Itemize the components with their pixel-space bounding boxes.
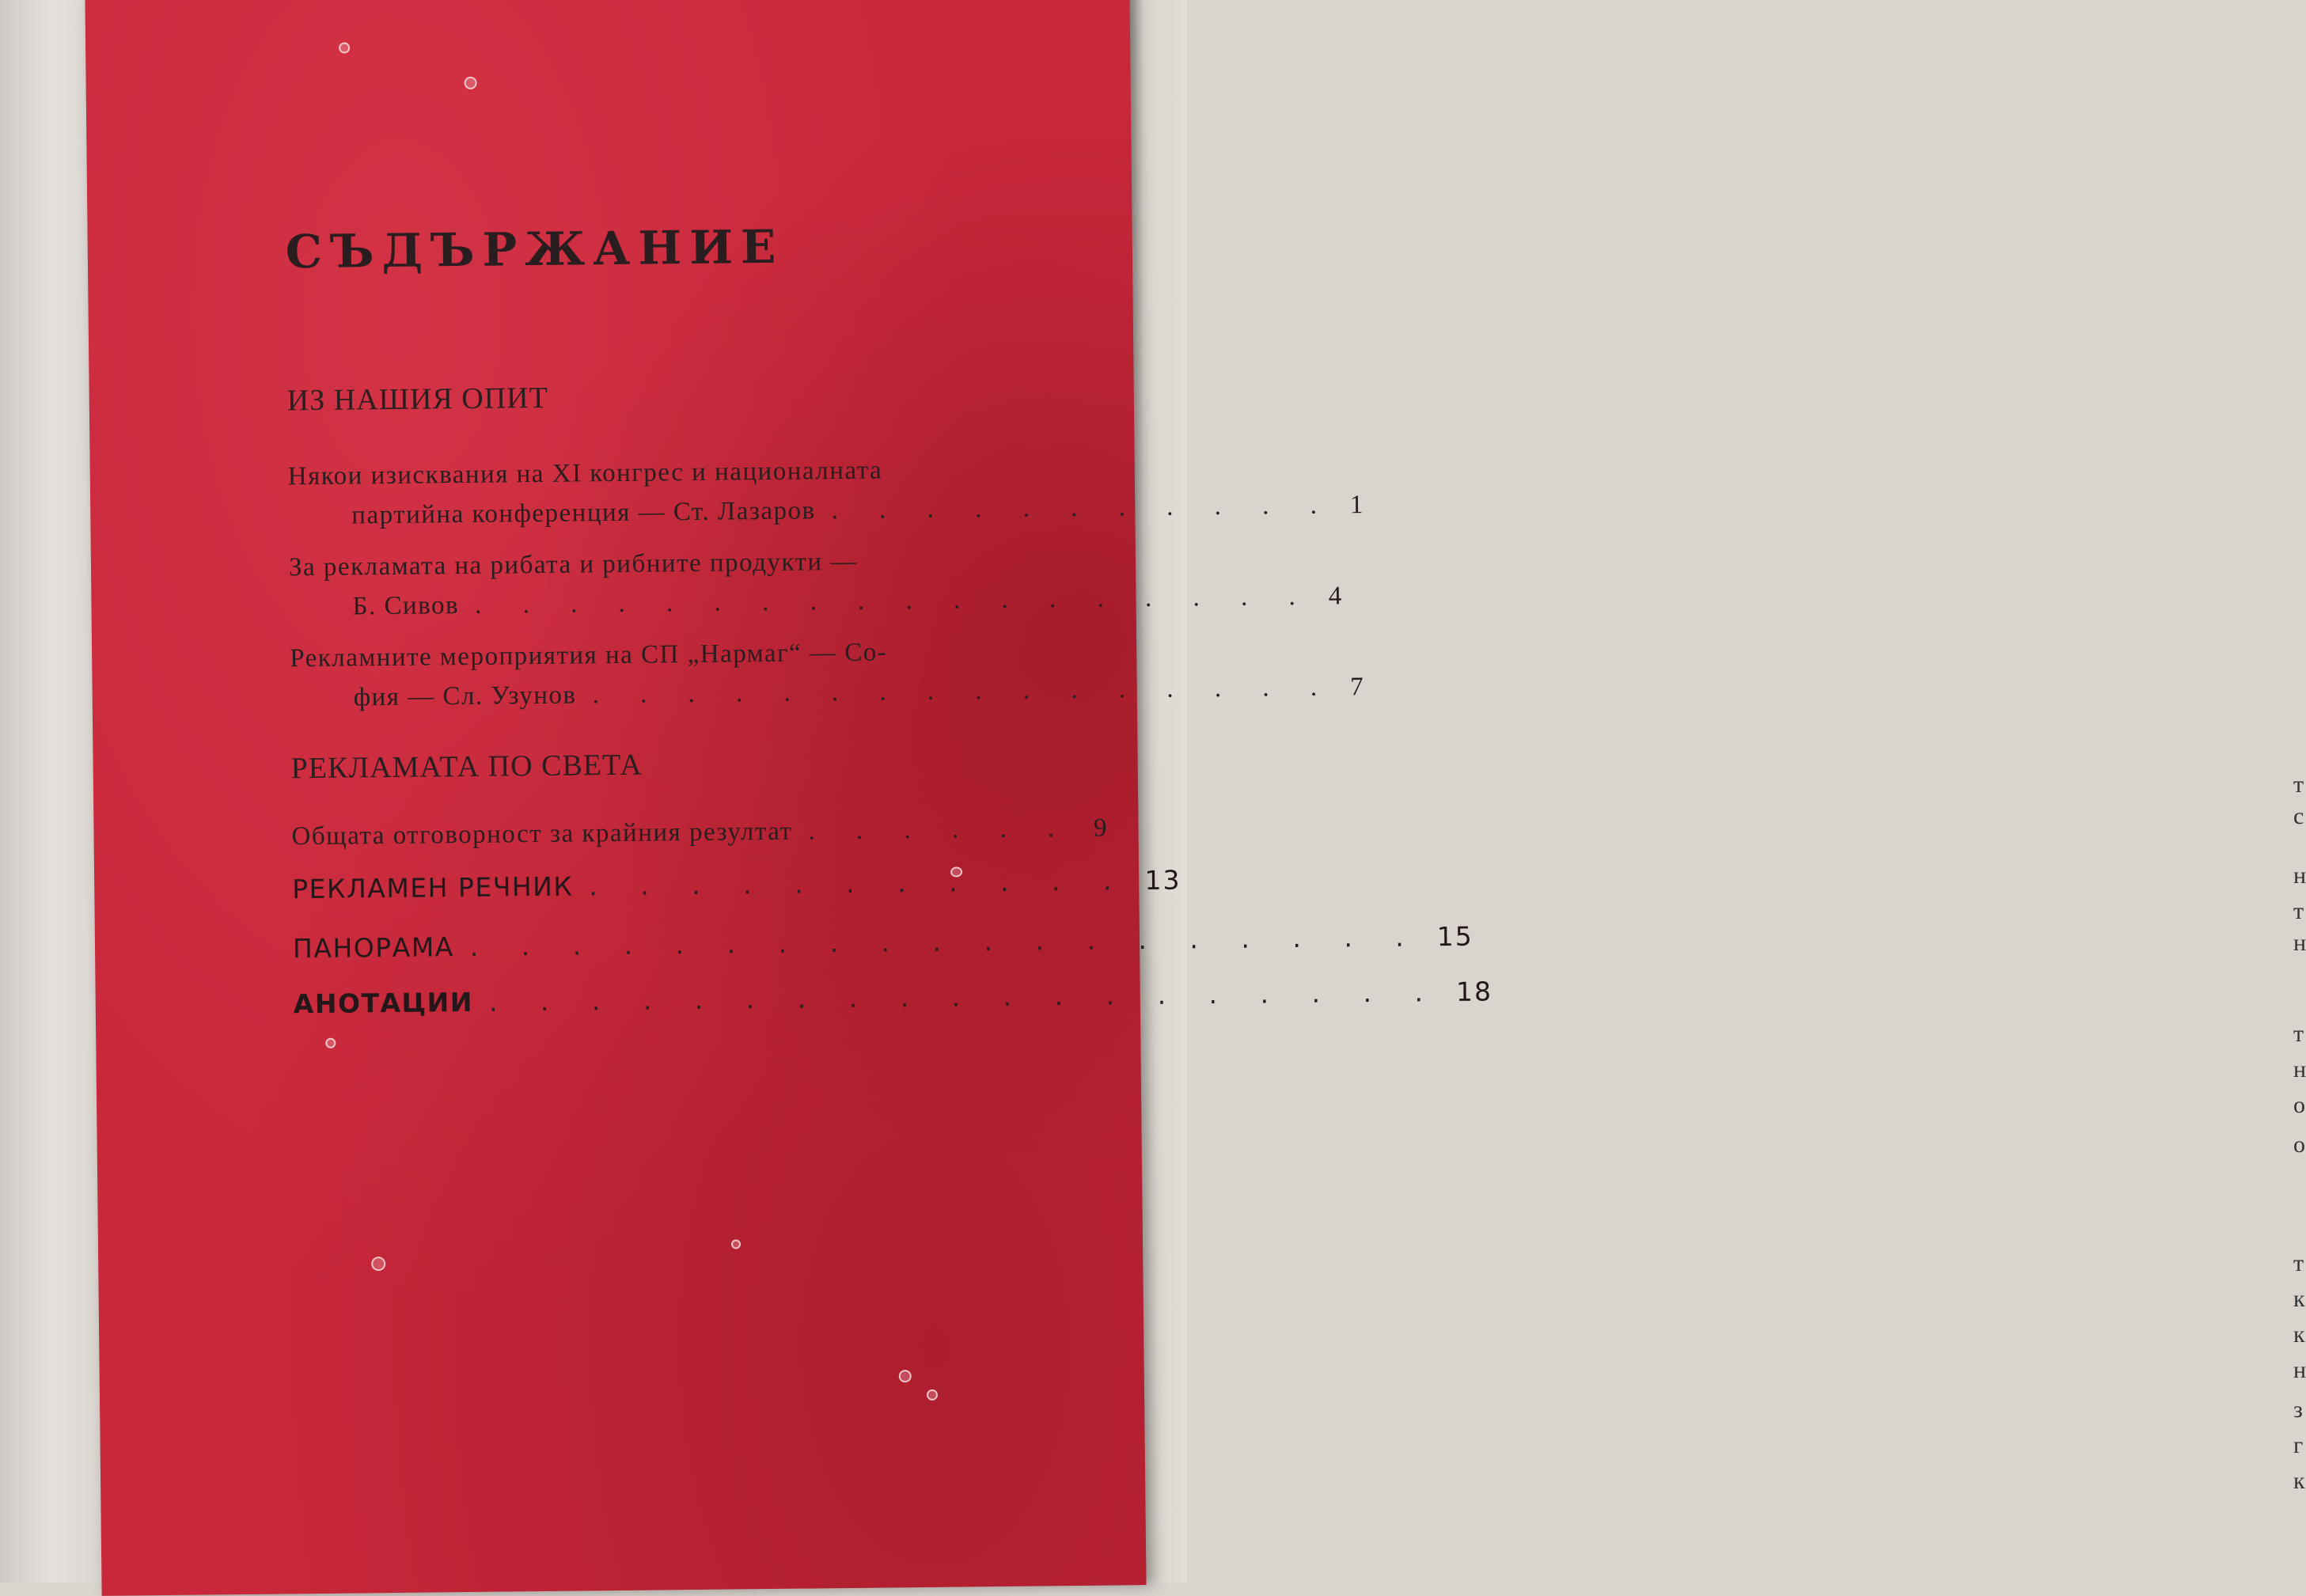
toc-entry-text: партийна конференция — Ст. Лазаров	[351, 496, 816, 530]
adjacent-letter: г	[2293, 1432, 2304, 1458]
page-number: 1	[1349, 491, 1363, 520]
page-number: 7	[1349, 673, 1363, 702]
dust-speck	[465, 77, 477, 89]
page-number: 13	[1144, 864, 1181, 897]
toc-entry-text: Общата отговорност за крайния резултат	[291, 817, 793, 851]
toc-entry-text: фия — Сл. Узунов	[353, 680, 577, 712]
section-heading: РЕКЛАМАТА ПО СВЕТА	[290, 748, 643, 786]
adjacent-letter: о	[2293, 1132, 2305, 1158]
leader-dots: . . . . . . . . . . . . . . . . . .	[474, 582, 1313, 620]
adjacent-letter: о	[2293, 1092, 2305, 1118]
dust-speck	[899, 1370, 912, 1382]
adjacent-letter: к	[2293, 1468, 2305, 1494]
toc-entry-line	[351, 491, 1363, 531]
adjacent-letter: н	[2293, 930, 2306, 956]
leader-dots: . . . . . .	[808, 813, 1072, 846]
toc-entry-line	[352, 582, 1342, 622]
dust-speck	[339, 42, 350, 53]
adjacent-letter: т	[2293, 771, 2304, 798]
rubric-label: ПАНОРАМА	[292, 931, 454, 965]
leader-dots: . . . . . . . . . . . . . . . . . . .	[488, 976, 1441, 1018]
rubric-entry	[292, 920, 1474, 965]
adjacent-letter: н	[2293, 1056, 2306, 1082]
page-title: СЪДЪРЖАНИЕ	[285, 219, 784, 279]
adjacent-letter: т	[2293, 1250, 2304, 1276]
toc-entry-line	[291, 814, 1106, 852]
adjacent-letter: з	[2293, 1397, 2303, 1423]
toc-entry-text: За рекламата на рибата и рибните продукти —	[288, 547, 859, 582]
red-cover-page	[85, 0, 1493, 1596]
leader-dots: . . . . . . . . . . .	[831, 491, 1335, 525]
leader-dots: . . . . . . . . . . . . . . . . . . .	[469, 921, 1422, 962]
toc-entry-text: Рекламните мероприятия на СП „Нармаг“ — Со-	[290, 638, 888, 673]
rubric-entry	[292, 864, 1181, 905]
dust-speck	[731, 1239, 741, 1249]
dust-speck	[927, 1389, 938, 1401]
toc-entry-line	[289, 545, 1104, 583]
toc-entry-line	[288, 454, 1103, 492]
leader-dots: . . . . . . . . . . .	[589, 865, 1129, 902]
adjacent-letter: к	[2293, 1321, 2305, 1348]
rubric-label: АНОТАЦИИ	[293, 986, 474, 1020]
toc-entry-text: Б. Сивов	[352, 591, 460, 621]
dust-speck	[371, 1257, 385, 1271]
adjacent-letter: т	[2293, 1021, 2304, 1047]
rubric-entry	[293, 976, 1493, 1020]
page-number: 15	[1436, 920, 1474, 953]
toc-entry-line	[290, 636, 1105, 674]
page-number: 18	[1455, 976, 1493, 1007]
adjacent-letter: н	[2293, 1357, 2306, 1383]
adjacent-letter: с	[2293, 803, 2304, 829]
adjacent-letter: н	[2293, 862, 2306, 889]
leader-dots: . . . . . . . . . . . . . . . .	[592, 673, 1335, 710]
adjacent-letter: к	[2293, 1286, 2305, 1312]
section-heading: ИЗ НАШИЯ ОПИТ	[286, 381, 549, 418]
adjacent-letter: т	[2293, 898, 2304, 924]
toc-entry-line	[353, 673, 1363, 713]
toc-entry-text: Някои изисквания на XI конгрес и националната	[287, 456, 883, 491]
page-number: 9	[1093, 813, 1107, 843]
dust-speck	[325, 1038, 336, 1048]
rubric-label: РЕКЛАМЕН РЕЧНИК	[292, 870, 574, 905]
page-number: 4	[1328, 582, 1342, 611]
